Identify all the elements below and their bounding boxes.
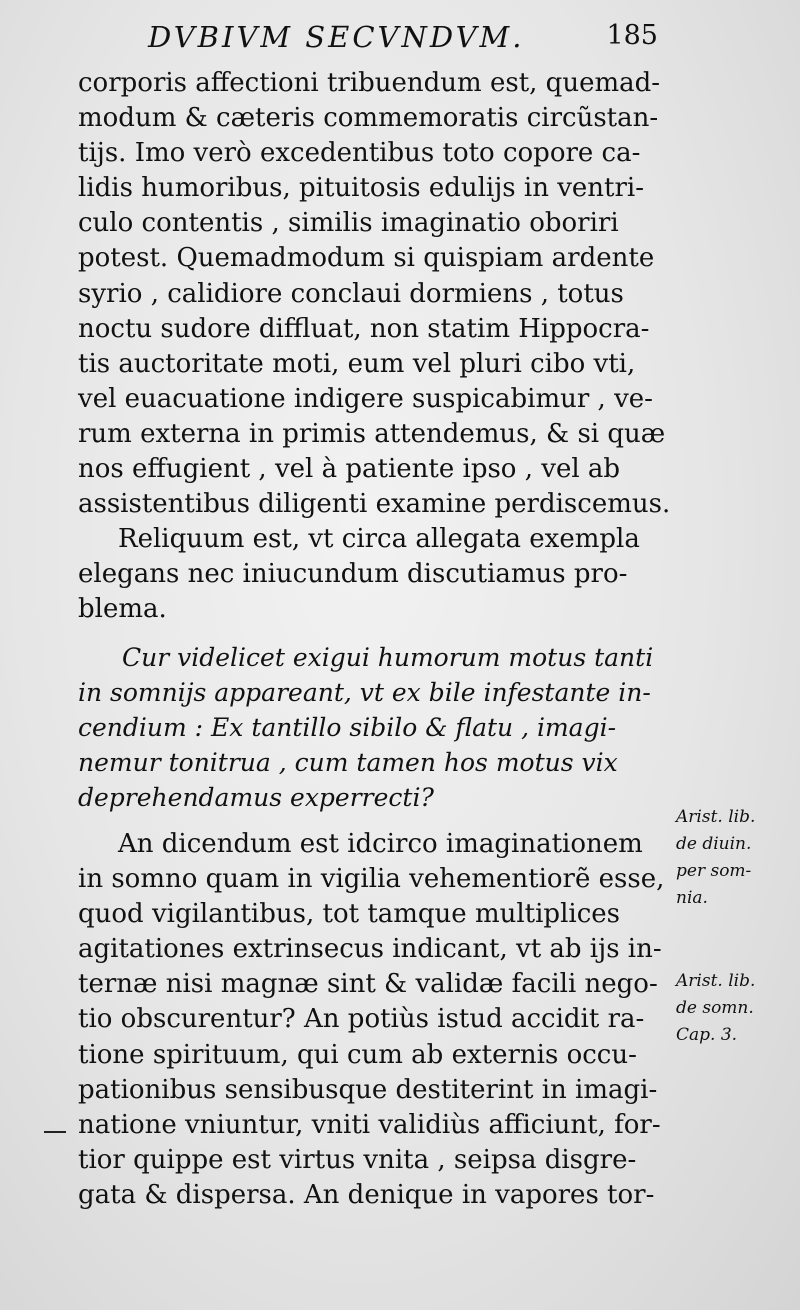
text-line: natione vniuntur, vniti validiùs afficiunt, for- bbox=[78, 1109, 661, 1140]
text-line: corporis affectioni tribuendum est, quemad- bbox=[78, 68, 661, 98]
paragraph-gap bbox=[78, 815, 664, 827]
text-line: Reliquum est, vt circa allegata exempla bbox=[118, 524, 640, 555]
running-title: DVBIVM SECVNDVM. bbox=[148, 20, 525, 54]
paragraph-4 bbox=[78, 827, 664, 1213]
text-line: culo contentis , similis imaginatio oboriri bbox=[78, 208, 619, 239]
text-line: tis auctoritate moti, eum vel pluri cibo vti, bbox=[78, 348, 636, 379]
text-line: blema. bbox=[78, 594, 167, 625]
text-line: pationibus sensibusque destiterint in imagi- bbox=[78, 1074, 658, 1105]
margin-note-2 bbox=[676, 968, 794, 1049]
margin-note-line: de somn. bbox=[676, 998, 754, 1018]
margin-note-line: nia. bbox=[676, 888, 708, 908]
text-line: tijs. Imo verò excedentibus toto copore ca- bbox=[78, 138, 641, 169]
text-line: gata & dispersa. An denique in vapores tor- bbox=[78, 1179, 655, 1210]
page-header bbox=[148, 20, 658, 60]
text-line: nemur tonitrua , cum tamen hos motus vix bbox=[78, 747, 618, 777]
text-line: elegans nec iniucundum discutiamus pro- bbox=[78, 559, 628, 590]
text-line: in somno quam in vigilia vehementiorẽ esse, bbox=[78, 864, 665, 895]
margin-note-line: Cap. 3. bbox=[676, 1025, 738, 1045]
text-line: assistentibus diligenti examine perdiscemus. bbox=[78, 489, 671, 520]
text-line: cendium : Ex tantillo sibilo & flatu , imagi- bbox=[78, 712, 617, 742]
problem-question bbox=[78, 640, 664, 815]
text-line: tio obscurentur? An potiùs istud accidit ra- bbox=[78, 1004, 645, 1035]
text-line: deprehendamus experrecti? bbox=[78, 782, 434, 812]
page-number: 185 bbox=[606, 20, 658, 51]
text-line: modum & cæteris commemoratis circũstan- bbox=[78, 103, 659, 134]
text-line: agitationes extrinsecus indicant, vt ab ijs in- bbox=[78, 934, 662, 965]
text-line: noctu sudore diffluat, non statim Hippocra- bbox=[78, 313, 650, 344]
text-line: An dicendum est idcirco imaginationem bbox=[118, 828, 643, 859]
margin-note-line: Arist. lib. bbox=[676, 971, 756, 991]
text-line: Cur videlicet exigui humorum motus tanti bbox=[122, 642, 654, 672]
text-line: in somnijs appareant, vt ex bile infestante in- bbox=[78, 677, 651, 707]
margin-note-1 bbox=[676, 804, 794, 912]
text-line: ternæ nisi magnæ sint & validæ facili nego- bbox=[78, 969, 658, 1000]
margin-note-line: per som- bbox=[676, 861, 752, 881]
text-line: potest. Quemadmodum si quispiam ardente bbox=[78, 243, 655, 274]
text-line: tione spirituum, qui cum ab externis occu- bbox=[78, 1039, 637, 1070]
text-line: rum externa in primis attendemus, & si quæ bbox=[78, 418, 666, 449]
paragraph-2 bbox=[78, 522, 664, 627]
text-line: lidis humoribus, pituitosis edulijs in ventri- bbox=[78, 173, 645, 204]
paragraph-gap bbox=[78, 628, 664, 640]
margin-note-line: Arist. lib. bbox=[676, 807, 756, 827]
text-line: syrio , calidiore conclaui dormiens , totus bbox=[78, 278, 624, 309]
margin-note-line: de diuin. bbox=[676, 834, 752, 854]
text-line: vel euacuatione indigere suspicabimur , ve- bbox=[78, 383, 653, 414]
margin-tick-mark bbox=[44, 1131, 66, 1133]
paragraph-1 bbox=[78, 66, 671, 522]
main-text bbox=[78, 66, 671, 1213]
text-line: tior quippe est virtus vnita , seipsa disgre- bbox=[78, 1144, 637, 1175]
text-line: quod vigilantibus, tot tamque multiplices bbox=[78, 899, 621, 930]
text-line: nos effugient , vel à patiente ipso , vel ab bbox=[78, 454, 621, 485]
